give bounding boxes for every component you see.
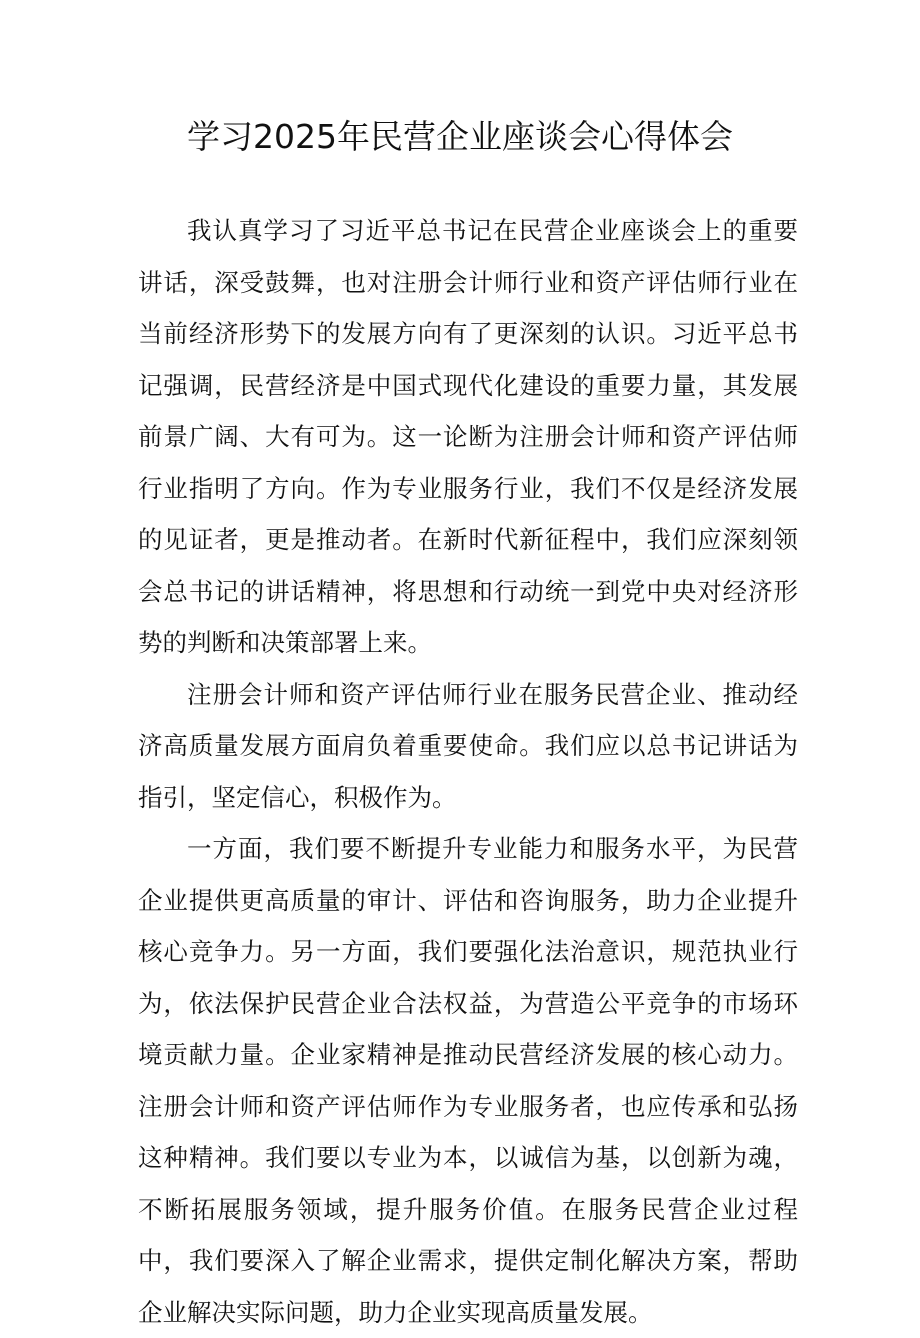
document-title: 学习2025年民营企业座谈会心得体会: [187, 117, 733, 156]
paragraph-2: 注册会计师和资产评估师行业在服务民营企业、推动经济高质量发展方面肩负着重要使命。我们应以总书记讲话为指引，坚定信心，积极作为。: [138, 679, 798, 812]
paragraph-1: 我认真学习了习近平总书记在民营企业座谈会上的重要讲话，深受鼓舞，也对注册会计师行业和资产评估师行业在当前经济形势下的发展方向有了更深刻的认识。习近平总书记强调，民营经济是中国式现代化建设的重要力量，其发展前景广阔、大有可为。这一论断为注册会计师和资产评估师行业指明了方向。作为专业服务行业，我们不仅是经济发展的见证者，更是推动者。在新时代新征程中，我们应深刻领会总书记的讲话精神，将思想和行动统一到党中央对经济形势的判断和决策部署上来。: [138, 216, 798, 657]
document-body: [138, 205, 798, 1338]
paragraph-3: 一方面，我们要不断提升专业能力和服务水平，为民营企业提供更高质量的审计、评估和咨询服务，助力企业提升核心竞争力。另一方面，我们要强化法治意识，规范执业行为，依法保护民营企业合法权益，为营造公平竞争的市场环境贡献力量。企业家精神是推动民营经济发展的核心动力。注册会计师和资产评估师作为专业服务者，也应传承和弘扬这种精神。我们要以专业为本，以诚信为基，以创新为魂，不断拓展服务领域，提升服务价值。在服务民营企业过程中，我们要深入了解企业需求，提供定制化解决方案，帮助企业解决实际问题，助力企业实现高质量发展。: [138, 834, 798, 1327]
